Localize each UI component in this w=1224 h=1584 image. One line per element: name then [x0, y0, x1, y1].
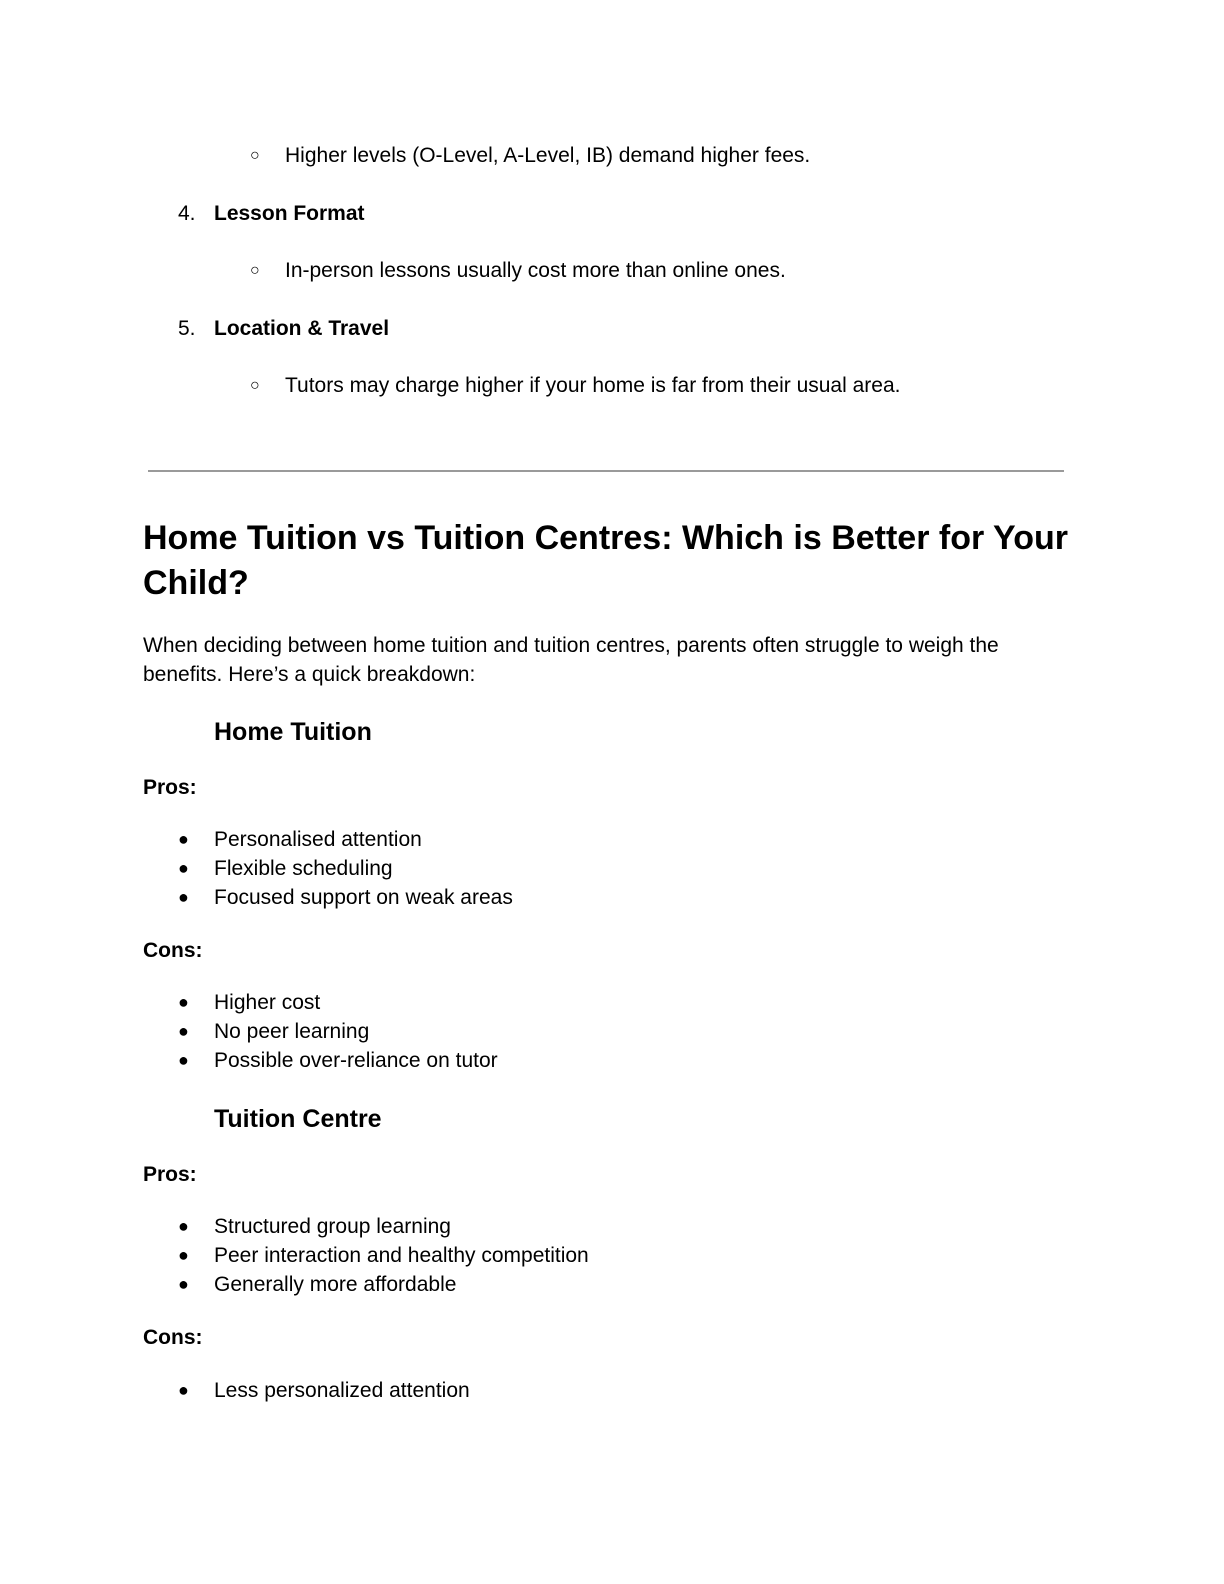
list-item: Less personalized attention — [214, 1379, 470, 1402]
bullet-dot-icon: ● — [178, 1050, 189, 1070]
bullet-dot-icon: ● — [178, 1274, 189, 1294]
bullet-dot-icon: ● — [178, 992, 189, 1012]
bullet-dot-icon: ● — [178, 1216, 189, 1236]
bullet-dot-icon: ● — [178, 1380, 189, 1400]
list-item: Peer interaction and healthy competition — [214, 1244, 589, 1267]
list-sub-item: In-person lessons usually cost more than online ones. — [285, 259, 786, 282]
bullet-dot-icon: ● — [178, 1245, 189, 1265]
list-item-title: Location & Travel — [214, 317, 390, 340]
circle-bullet-icon: ○ — [250, 262, 260, 279]
list-item: Higher cost — [214, 991, 321, 1014]
bullet-dot-icon: ● — [178, 858, 189, 878]
pros-label: Pros: — [143, 1163, 197, 1186]
bullet-dot-icon: ● — [178, 829, 189, 849]
list-item: Generally more affordable — [214, 1273, 457, 1296]
pros-label: Pros: — [143, 776, 197, 799]
list-item-title: Lesson Format — [214, 202, 365, 225]
section-heading-line2: Child? — [143, 564, 249, 602]
list-item: No peer learning — [214, 1020, 370, 1043]
list-item: Structured group learning — [214, 1215, 451, 1238]
list-sub-item: Tutors may charge higher if your home is far from their usual area. — [285, 374, 901, 397]
list-number: 5. — [178, 317, 196, 340]
cons-label: Cons: — [143, 939, 203, 962]
list-number: 4. — [178, 202, 196, 225]
list-item: Focused support on weak areas — [214, 886, 513, 909]
bullet-dot-icon: ● — [178, 1021, 189, 1041]
section-heading-line1: Home Tuition vs Tuition Centres: Which is Better for Your — [143, 519, 1068, 557]
tuition-centre-heading: Tuition Centre — [214, 1105, 382, 1133]
bullet-dot-icon: ● — [178, 887, 189, 907]
circle-bullet-icon: ○ — [250, 377, 260, 394]
list-item: Possible over-reliance on tutor — [214, 1049, 498, 1072]
horizontal-divider — [148, 470, 1064, 472]
list-item: Flexible scheduling — [214, 857, 393, 880]
cons-label: Cons: — [143, 1326, 203, 1349]
intro-paragraph: When deciding between home tuition and tuition centres, parents often struggle to weigh the benefits. Here’s a quick breakdown: — [143, 634, 999, 686]
list-item: Personalised attention — [214, 828, 422, 851]
list-sub-item: Higher levels (O-Level, A-Level, IB) demand higher fees. — [285, 144, 811, 167]
home-tuition-heading: Home Tuition — [214, 718, 372, 746]
circle-bullet-icon: ○ — [250, 147, 260, 164]
